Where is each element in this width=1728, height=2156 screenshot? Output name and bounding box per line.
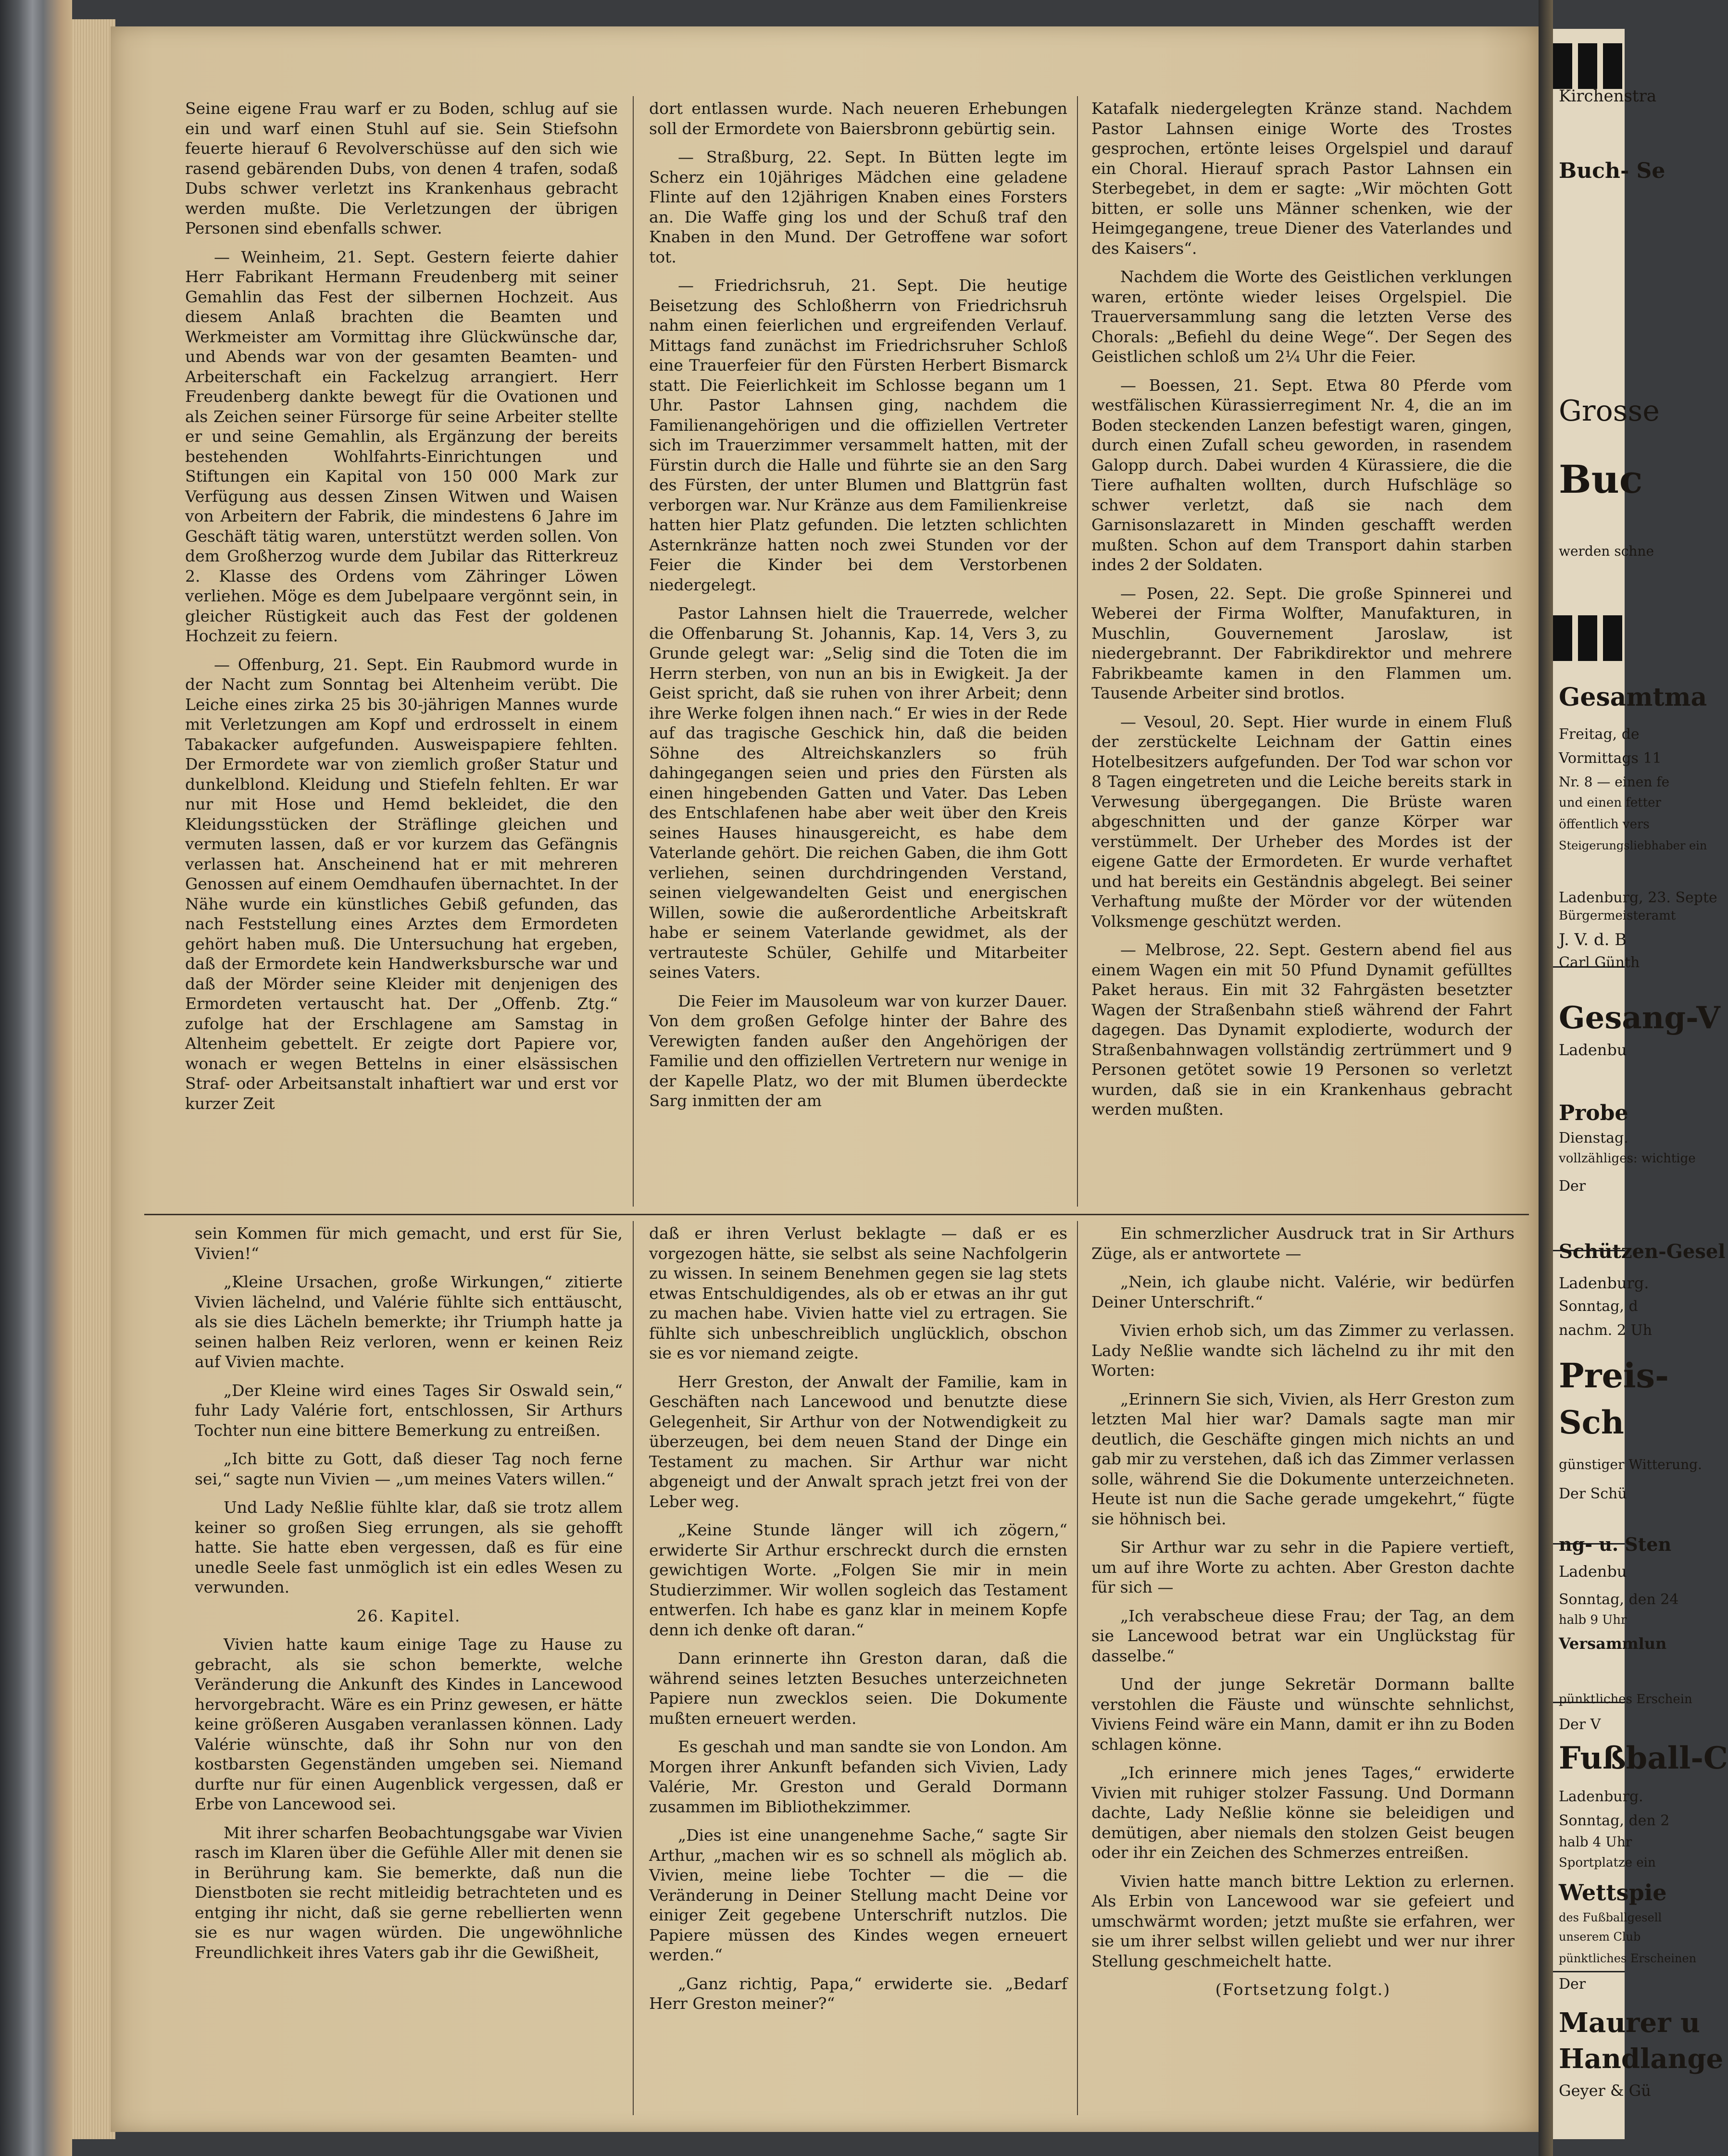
ad-text-fragment: Geyer & Gü <box>1559 2081 1651 2100</box>
article-paragraph: — Straßburg, 22. Sept. In Bütten legte im Scherz ein 10jähriges Mädchen eine geladene Flinte auf den 12jährigen Knaben eines Forsters an. Die Waffe ging los und der Schuß traf den Knaben in den Mund. Der Getroffene war sofort tot. <box>649 148 1067 266</box>
facing-page-advertisements <box>1553 29 1728 2139</box>
ad-text-fragment: Gesamtma <box>1559 683 1707 712</box>
novel-column-3 <box>1091 1223 1515 2118</box>
article-paragraph: Ein schmerzlicher Ausdruck trat in Sir Arthurs Züge, als er antwortete — <box>1091 1224 1515 1263</box>
novel-column-divider-1 <box>633 1221 634 2115</box>
ad-text-fragment: Preis- <box>1559 1356 1669 1396</box>
news-column-2 <box>649 99 1067 1204</box>
ad-text-fragment: Fußball-C <box>1559 1740 1728 1776</box>
article-paragraph: Pastor Lahnsen hielt die Trauerrede, welcher die Offenbarung St. Johannis, Kap. 14, Vers 3, zu Grunde gelegt war: „Selig sind die Toten die im Herrn sterben, von nun an bis in Ewigkeit. Ja der Geist spricht, daß sie ruhen von ihrer Arbeit; denn ihre Werke folgen ihnen nach.“ Er wies in der Rede auf das tragische Geschick hin, daß die beiden Söhne des Altreichskanzlers so früh dahingegangen seien und pries den Fürsten als einen hingebenden Gatten und Vater. Das Leben des Entschlafenen habe aber weit über den Kreis seines Hauses hinausgereicht, es habe dem Vaterlande gehört. Die reichen Gaben, die ihm Gott verliehen, seinen durchdringenden Verstand, seinen vielgewandelten Geist und energischen Willen, sowie die außerordentliche Arbeitskraft habe er seinem Vaterlande gewidmet, als der vertrauteste Schüler, Gehilfe und Mitarbeiter seines Vaters. <box>649 604 1067 982</box>
ad-text-fragment: Handlange <box>1559 2043 1724 2075</box>
ad-text-fragment: Vormittags 11 <box>1559 750 1662 767</box>
novel-column-2 <box>649 1223 1067 2118</box>
ad-text-fragment: vollzähliges: wichtige <box>1559 1151 1696 1166</box>
article-paragraph: — Offenburg, 21. Sept. Ein Raubmord wurde in der Nacht zum Sonntag bei Altenheim verübt. Die Leiche eines zirka 25 bis 30-jährigen Mannes wurde mit Verletzungen am Kopf und erdrosselt in einem Tabakacker aufgefunden. Ausweispapiere fehlten. Der Ermordete war von ziemlich großer Statur und dunkelblond. Kleidung und Stiefeln fehlten. Er war nur mit Hose und Hemd bekleidet, die den Kleidungsstücken der Sträflinge gleichen und vermuten lassen, daß er vor kurzem das Gefängnis verlassen hat. Anscheinend hat er mit mehreren Genossen auf einem Oemdhaufen übernachtet. In der Nähe wurde ein künstliches Gebiß gefunden, das nach Feststellung eines Arztes dem Ermordeten gehört haben muß. Die Untersuchung hat ergeben, daß der Ermordete kein Handwerksbursche war und daß der Mörder seine Kleider mit denjenigen des Ermordeten vertauscht hat. Der „Offenb. Ztg.“ zufolge hat der Erschlagene am Samstag in Altenheim gebettelt. Er zeigte dort Papiere vor, wonach er wegen Bettelns in einer elsässischen Straf- oder Arbeitsanstalt inhaftiert war und erst vor kurzer Zeit <box>185 655 618 1113</box>
ad-text-fragment: Carl Günth <box>1559 954 1640 971</box>
article-paragraph: (Fortsetzung folgt.) <box>1215 1980 1391 1999</box>
book-gutter <box>1539 0 1553 2156</box>
news-column-3 <box>1091 99 1512 1204</box>
ad-text-fragment: Sonntag, den 2 <box>1559 1812 1670 1829</box>
article-paragraph: — Posen, 22. Sept. Die große Spinnerei und Weberei der Firma Wolfter, Manufakturen, in Muschlin, Gouvernement Jaroslaw, ist niedergebrannt. Der Fabrikdirektor und mehrere Fabrikbeamte kamen in den Flammen um. Tausende Arbeiter sind brotlos. <box>1091 584 1512 702</box>
ad-text-fragment: J. V. d. B <box>1559 930 1627 949</box>
article-paragraph: Seine eigene Frau warf er zu Boden, schlug auf sie ein und warf einen Stuhl auf sie. Sein Stiefsohn feuerte hierauf 6 Revolverschüsse auf den sich wie rasend gebärenden Dubs, von denen 4 trafen, sodaß Dubs schwer verletzt ins Krankenhaus gebracht werden mußte. Die Verletzungen der übrigen Personen sind ebenfalls schwer. <box>185 99 618 237</box>
ad-text-fragment: Ladenbu <box>1559 1562 1627 1581</box>
book-binding <box>0 0 72 2156</box>
ad-text-fragment: Bürgermeisteramt <box>1559 909 1676 923</box>
ad-text-fragment: pünktliches Erscheinen <box>1559 1952 1697 1965</box>
ad-text-fragment: Probe <box>1559 1101 1628 1125</box>
article-paragraph: „Keine Stunde länger will ich zögern,“ erwiderte Sir Arthur erschreckt durch die ernsten gewichtigen Worte. „Folgen Sie mir in mein Studierzimmer. Wir wollen sogleich das Testament entwerfen. Ich habe es ganz klar in meinem Kopfe denn ich denke oft daran.“ <box>649 1520 1067 1639</box>
article-paragraph: — Boessen, 21. Sept. Etwa 80 Pferde vom westfälischen Kürassierregiment Nr. 4, die an im Boden steckenden Lanzen befestigt waren, gingen, durch einen Zufall scheu geworden, in rasendem Galopp durch. Dabei wurden 4 Kürassiere, die die Tiere aufhalten wollten, durch Hufschläge so schwer verletzt, daß sie nach dem Garnisonslazarett in Minden geschafft werden mußten. Schon auf dem Transport dahin starben indes 2 der Soldaten. <box>1091 375 1512 574</box>
ad-text-fragment: Buch- Se <box>1559 159 1665 183</box>
ad-text-fragment: öffentlich vers <box>1559 817 1650 832</box>
ad-text-fragment: Sch <box>1559 1404 1624 1441</box>
ad-text-fragment: günstiger Witterung. <box>1559 1457 1702 1472</box>
page-edges <box>72 19 115 2139</box>
article-paragraph: Nachdem die Worte des Geistlichen verklungen waren, ertönte wieder leises Orgelspiel. Die Trauerversammlung sang die letzten Verse des Chorals: „Befiehl du deine Wege“. Der Segen des Geistlichen schloß um 2¼ Uhr die Feier. <box>1091 267 1512 366</box>
article-paragraph: Und Lady Neßlie fühlte klar, daß sie trotz allem keiner so großen Sieg errungen, als sie gehofft hatte. Sie hatte eben vergessen, daß es für eine unedle Seele fast unmöglich ist ein edles Wesen zu verwunden. <box>195 1498 623 1596</box>
ad-text-fragment: Versammlun <box>1559 1634 1667 1653</box>
ad-text-fragment: Freitag, de <box>1559 726 1640 743</box>
article-paragraph: — Friedrichsruh, 21. Sept. Die heutige Beisetzung des Schloßherrn von Friedrichsruh nahm einen feierlichen und ergreifenden Verlauf. Mittags fand zunächst im Friedrichsruher Schloß eine Trauerfeier für den Fürsten Herbert Bismarck statt. Die Feierlichkeit im Schlosse begann um 1 Uhr. Pastor Lahnsen ging, nachdem die Familienangehörigen und die offiziellen Vertreter sich im Trauerzimmer versammelt hatten, mit der Fürstin durch die Halle und führte sie an den Sarg des Fürsten, der unter Blumen und Blattgrün fast verborgen war. Nur Kränze aus dem Familienkreise hatten hier Platz gefunden. Die letzten schlichten Asternkränze hatten noch zwei Stunden vor der Feier die Kinder bei dem Verstorbenen niedergelegt. <box>649 276 1067 594</box>
article-paragraph: Dann erinnerte ihn Greston daran, daß die während seines letzten Besuches unterzeichneten Papiere nun zwecklos seien. Die Dokumente mußten erneuert werden. <box>649 1649 1067 1728</box>
feuilleton-divider-line <box>144 1214 1529 1215</box>
ad-text-fragment: halb 9 Uhr <box>1559 1613 1627 1627</box>
ad-text-fragment: Steigerungsliebhaber ein <box>1559 839 1707 852</box>
article-paragraph: Und der junge Sekretär Dormann ballte verstohlen die Fäuste und wünschte sehnlichst, Viviens Feind wäre ein Mann, damit er ihn zu Boden schlagen könne. <box>1091 1675 1515 1754</box>
ad-text-fragment: Buc <box>1559 457 1643 502</box>
ad-text-fragment: des Fußballgesell <box>1559 1911 1662 1924</box>
ornamental-border-top <box>1553 43 1625 89</box>
news-column-divider-2 <box>1077 96 1078 1207</box>
novel-column-1 <box>195 1223 623 2118</box>
ad-text-fragment: Ladenburg. <box>1559 1274 1649 1292</box>
article-paragraph: „Ich erinnere mich jenes Tages,“ erwiderte Vivien mit ruhiger stolzer Fassung. Und Dormann dachte, Lady Neßlie könne sie beleidigen und demütigen, aber niemals den stolzen Geist beugen oder ihr ein Zeichen des Schmerzes entreißen. <box>1091 1763 1515 1862</box>
ad-text-fragment: Dienstag. <box>1559 1130 1628 1147</box>
article-paragraph: „Der Kleine wird eines Tages Sir Oswald sein,“ fuhr Lady Valérie fort, entschlossen, Sir Arthurs Tochter nun eine bittere Bemerkung zu entreißen. <box>195 1381 623 1440</box>
article-paragraph: „Erinnern Sie sich, Vivien, als Herr Greston zum letzten Mal hier war? Damals sagte man mir deutlich, die Geschäfte gingen mich nichts an und gab mir zu verstehen, daß ich das Zimmer verlassen solle, während Sie die Dokumente unterzeichneten. Heute ist nun die Sache gerade umgekehrt,“ fügte sie höhnisch bei. <box>1091 1389 1515 1528</box>
article-paragraph: „Ich bitte zu Gott, daß dieser Tag noch ferne sei,“ sagte nun Vivien — „um meines Vaters willen.“ <box>195 1449 623 1488</box>
ad-text-fragment: Der <box>1559 1178 1586 1195</box>
article-paragraph: „Nein, ich glaube nicht. Valérie, wir bedürfen Deiner Unterschrift.“ <box>1091 1272 1515 1311</box>
article-paragraph: Herr Greston, der Anwalt der Familie, kam in Geschäften nach Lancewood und benutzte diese Gelegenheit, Sir Arthur von der Notwendigkeit zu überzeugen, bei dem neuen Stand der Dinge ein Testament zu machen. Sir Arthur war nicht abgeneigt und der Anwalt sprach jetzt frei von der Leber weg. <box>649 1372 1067 1511</box>
article-paragraph: Katafalk niedergelegten Kränze stand. Nachdem Pastor Lahnsen einige Worte des Trostes gesprochen, ertönte leises Orgelspiel und darauf ein Choral. Hierauf sprach Pastor Lahnsen ein Sterbegebet, in dem er sagte: „Wir möchten Gott bitten, er solle uns Männer schenken, wie der Heimgegangene, treue Diener des Vaterlandes und des Kaisers“. <box>1091 99 1512 258</box>
news-column-1 <box>185 99 618 1204</box>
news-column-divider-1 <box>633 96 634 1207</box>
ad-text-fragment: Ladenburg. <box>1559 1788 1643 1805</box>
ad-text-fragment: Wettspie <box>1559 1880 1667 1906</box>
article-paragraph: — Melbrose, 22. Sept. Gestern abend fiel aus einem Wagen ein mit 50 Pfund Dynamit gefülltes Paket heraus. Ein mit 32 Fahrgästen besetzter Wagen der Straßenbahn stieß während der Fahrt dagegen. Das Dynamit explodierte, wodurch der Straßenbahnwagen vollständig zertrümmert und 9 Personen getötet sowie 19 Personen so verletzt wurden, daß sie in ein Krankenhaus gebracht werden mußten. <box>1091 940 1512 1119</box>
ad-text-fragment: Sonntag, d <box>1559 1298 1638 1315</box>
article-paragraph: sein Kommen für mich gemacht, und erst für Sie, Vivien!“ <box>195 1224 623 1263</box>
ad-text-fragment: Sportplatze ein <box>1559 1856 1656 1870</box>
novel-column-divider-2 <box>1077 1221 1078 2115</box>
article-paragraph: „Dies ist eine unangenehme Sache,“ sagte Sir Arthur, „machen wir es so schnell als möglich ab. Vivien, meine liebe Tochter — die — die Veränderung in Deiner Stellung macht Deine vor einiger Zeit gegebene Unterschrift nutzlos. Die Papiere müssen des Kindes wegen erneuert werden.“ <box>649 1826 1067 1964</box>
ad-text-fragment: Sonntag, den 24 <box>1559 1591 1679 1608</box>
ad-text-fragment: unserem Club <box>1559 1930 1641 1944</box>
ad-text-fragment: pünktliches Erschein <box>1559 1692 1692 1707</box>
ad-text-fragment: Schützen-Gesel <box>1559 1240 1726 1263</box>
article-paragraph: Vivien hatte kaum einige Tage zu Hause zu gebracht, als sie schon bemerkte, welche Veränderung die Ankunft des Kindes in Lancewood hervorgebracht. Wäre es ein Prinz gewesen, er hätte keine größeren Ausgaben veranlassen können. Lady Valérie wünschte, daß ihr Sohn nur von den kostbarsten Gegenständen umgeben sei. Niemand durfte nur für einen Augenblick vergessen, daß er Erbe von Lancewood sei. <box>195 1635 623 1813</box>
ad-text-fragment: Maurer u <box>1559 2007 1700 2039</box>
ad-text-fragment: Kirchenstra <box>1559 87 1657 106</box>
ad-text-fragment: werden schne <box>1559 543 1654 559</box>
ad-text-fragment: Nr. 8 — einen fe <box>1559 774 1670 790</box>
ad-text-fragment: nachm. 2 Uh <box>1559 1322 1653 1339</box>
ad-text-fragment: Der <box>1559 1976 1586 1993</box>
article-paragraph: daß er ihren Verlust beklagte — daß er es vorgezogen hätte, sie selbst als seine Nachfolgerin zu wissen. In seinem Benehmen gegen sie lag stets etwas Entschuldigendes, als ob er etwas an ihr gut zu machen habe. Vivien hatte viel zu ertragen. Sie fühlte sich unbeschreiblich unglücklich, obschon sie es vor niemand zeigte. <box>649 1224 1067 1362</box>
article-paragraph: Mit ihrer scharfen Beobachtungsgabe war Vivien rasch im Klaren über die Gefühle Aller mit denen sie in Berührung kam. Sie bemerkte, daß nun die Dienstboten sie recht mitleidig betrachteten und es entging ihr nicht, daß sie gerne rebellierten wenn sie es nur wagen würden. Die ungewöhnliche Freundlichkeit ihres Vaters gab ihr die Gewißheit, <box>195 1823 623 1962</box>
ad-text-fragment: Ladenbu <box>1559 1041 1627 1059</box>
ad-text-fragment: Gesang-V <box>1559 1000 1720 1036</box>
article-paragraph: dort entlassen wurde. Nach neueren Erhebungen soll der Ermordete von Baiersbronn gebürtig sein. <box>649 99 1067 138</box>
ad-text-fragment: ng- u. Sten <box>1559 1533 1672 1555</box>
ad-text-fragment: und einen fetter <box>1559 796 1661 810</box>
article-paragraph: Die Feier im Mausoleum war von kurzer Dauer. Von dem großen Gefolge hinter der Bahre des Verewigten fanden außer den Angehörigen der Familie und den offiziellen Vertretern nur wenige in der Kapelle Platz, wo der mit Blumen überdeckte Sarg inmitten der am <box>649 991 1067 1110</box>
ad-separator <box>1553 1971 1625 1972</box>
ornamental-border-middle <box>1553 615 1625 661</box>
ad-text-fragment: Ladenburg, 23. Septe <box>1559 889 1717 906</box>
ad-text-fragment: halb 4 Uhr <box>1559 1834 1632 1850</box>
article-paragraph: Vivien hatte manch bittre Lektion zu erlernen. Als Erbin von Lancewood war sie gefeiert und umschwärmt worden; jetzt mußte sie erfahren, wer sie um ihrer selbst willen geliebt und wer nur ihrer Stellung geschmeichelt hatte. <box>1091 1871 1515 1970</box>
article-paragraph: „Kleine Ursachen, große Wirkungen,“ zitierte Vivien lächelnd, und Valérie fühlte sich enttäuscht, als sie dies Lächeln bemerkte; ihr Triumph hatte ja seinen halben Reiz verloren, wenn er keinen Reiz auf Vivien machte. <box>195 1272 623 1371</box>
ad-text-fragment: Der V <box>1559 1716 1601 1733</box>
article-paragraph: „Ganz richtig, Papa,“ erwiderte sie. „Bedarf Herr Greston meiner?“ <box>649 1974 1067 2013</box>
article-paragraph: „Ich verabscheue diese Frau; der Tag, an dem sie Lancewood betrat war ein Unglückstag für dasselbe.“ <box>1091 1606 1515 1665</box>
article-paragraph: Es geschah und man sandte sie von London. Am Morgen ihrer Ankunft befanden sich Vivien, Lady Valérie, Mr. Greston und Gerald Dormann zusammen im Bibliothekzimmer. <box>649 1737 1067 1816</box>
article-paragraph: — Vesoul, 20. Sept. Hier wurde in einem Fluß der zerstückelte Leichnam der Gattin eines Hotelbesitzers aufgefunden. Der Tod war schon vor 8 Tagen eingetreten und die Leiche bereits stark in Verwesung übergegangen. Die Brüste waren abgeschnitten und der ganze Körper war verstümmelt. Der Urheber des Mordes ist der eigene Gatte der Ermordeten. Er wurde verhaftet und hat bereits ein Geständnis abgelegt. Bei seiner Verhaftung mußte der Mörder vor der wütenden Volksmenge geschützt werden. <box>1091 712 1512 931</box>
article-paragraph: Vivien erhob sich, um das Zimmer zu verlassen. Lady Neßlie wandte sich lächelnd zu ihr mit den Worten: <box>1091 1321 1515 1380</box>
ad-text-fragment: Grosse <box>1559 394 1660 428</box>
article-paragraph: 26. Kapitel. <box>356 1606 461 1625</box>
ad-text-fragment: Der Schü <box>1559 1485 1627 1502</box>
article-paragraph: — Weinheim, 21. Sept. Gestern feierte dahier Herr Fabrikant Hermann Freudenberg mit seiner Gemahlin das Fest der silbernen Hochzeit. Aus diesem Anlaß brachten die Beamten und Werkmeister am Vormittag ihre Glückwünsche dar, und Abends war von der gesamten Beamten- und Arbeiterschaft ein Fackelzug arrangiert. Herr Freudenberg dankte bewegt für die Ovationen und als Zeichen seiner Fürsorge für seine Arbeiter stellte er und seine Gemahlin, als Ergänzung der bereits bestehenden Wohlfahrts-Einrichtungen und Stiftungen ein Kapital von 150 000 Mark zur Verfügung aus dessen Zinsen Witwen und Waisen von Arbeitern der Fabrik, die mindestens 6 Jahre im Geschäft tätig waren, unterstützt werden sollen. Von dem Großherzog wurde dem Jubilar das Ritterkreuz 2. Klasse des Ordens vom Zähringer Löwen verliehen. Möge es dem Jubelpaare vergönnt sein, in gleicher Rüstigkeit auch das Fest der goldenen Hochzeit zu feiern. <box>185 247 618 645</box>
article-paragraph: Sir Arthur war zu sehr in die Papiere vertieft, um auf ihre Worte zu achten. Aber Greston dachte für sich — <box>1091 1538 1515 1596</box>
